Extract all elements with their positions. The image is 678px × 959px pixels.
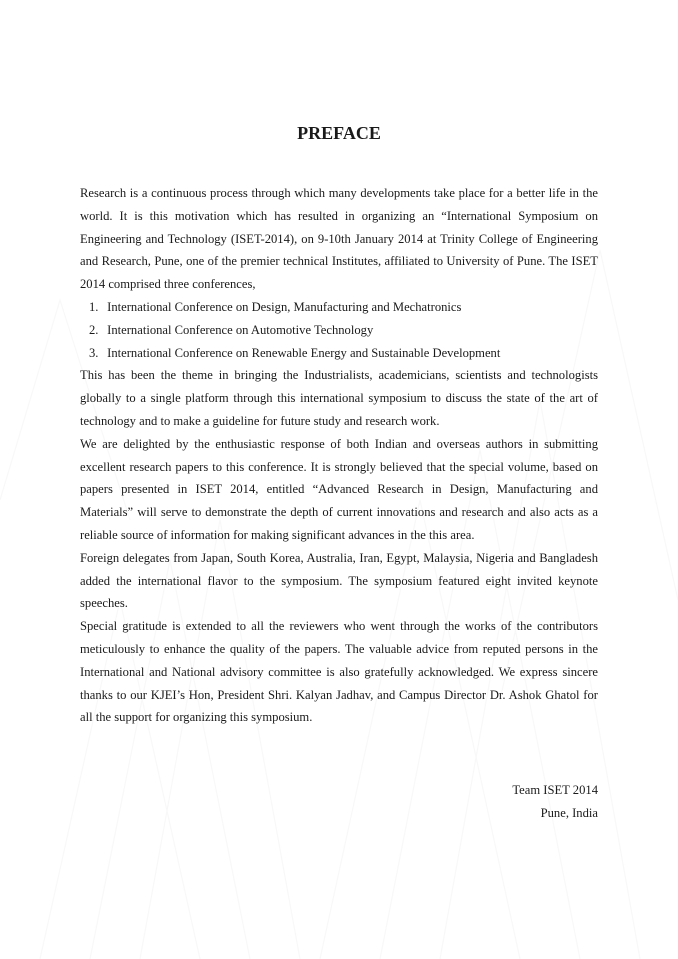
preface-body xyxy=(80,182,598,729)
list-number: 2. xyxy=(89,322,99,337)
signature-location: Pune, India xyxy=(540,806,598,820)
page-title: PREFACE xyxy=(297,123,381,143)
delegates-paragraph: Foreign delegates from Japan, South Korea, Australia, Iran, Egypt, Malaysia, Nigeria and Bangladesh added the international flavor to the symposium. The symposium featured eight invited keynote speeches. xyxy=(80,550,598,611)
gratitude-paragraph: Special gratitude is extended to all the reviewers who went through the works of the contributors meticulously to enhance the quality of the papers. The valuable advice from reputed persons in the International and National advisory committee is also gratefully acknowledged. We express sincere thanks to our KJEI’s Hon, President Shri. Kalyan Jadhav, and Campus Director Dr. Ashok Ghatol for all the support for organizing this symposium. xyxy=(80,619,598,725)
theme-paragraph: This has been the theme in bringing the Industrialists, academicians, scientists and technologists globally to a single platform through this international symposium to discuss the state of the art of technology and to make a guideline for future study and research work. xyxy=(80,368,598,428)
list-item xyxy=(89,342,598,365)
conference-name: International Conference on Renewable Energy and Sustainable Development xyxy=(107,345,501,360)
signature-block xyxy=(512,779,598,825)
conference-name: International Conference on Design, Manufacturing and Mechatronics xyxy=(107,299,462,314)
intro-paragraph: Research is a continuous process through which many developments take place for a better life in the world. It is this motivation which has resulted in organizing an “International Symposium on Engineering and Technology (ISET-2014), on 9-10th January 2014 at Trinity College of Engineering and Research, Pune, one of the premier technical Institutes, affiliated to University of Pune. The ISET 2014 comprised three conferences, xyxy=(80,186,598,292)
list-number: 3. xyxy=(89,345,99,360)
response-paragraph: We are delighted by the enthusiastic response of both Indian and overseas authors in submitting excellent research papers to this conference. It is strongly believed that the special volume, based on papers presented in ISET 2014, entitled “Advanced Research in Design, Manufacturing and Materials” will serve to demonstrate the depth of current innovations and research and also acts as a reliable source of information for making significant advances in the this area. xyxy=(80,436,598,542)
conference-name: International Conference on Automotive Technology xyxy=(107,322,374,337)
list-item xyxy=(89,296,598,319)
list-item xyxy=(89,319,598,342)
list-number: 1. xyxy=(89,299,99,314)
signature-team: Team ISET 2014 xyxy=(512,783,598,797)
conference-list xyxy=(80,296,598,364)
